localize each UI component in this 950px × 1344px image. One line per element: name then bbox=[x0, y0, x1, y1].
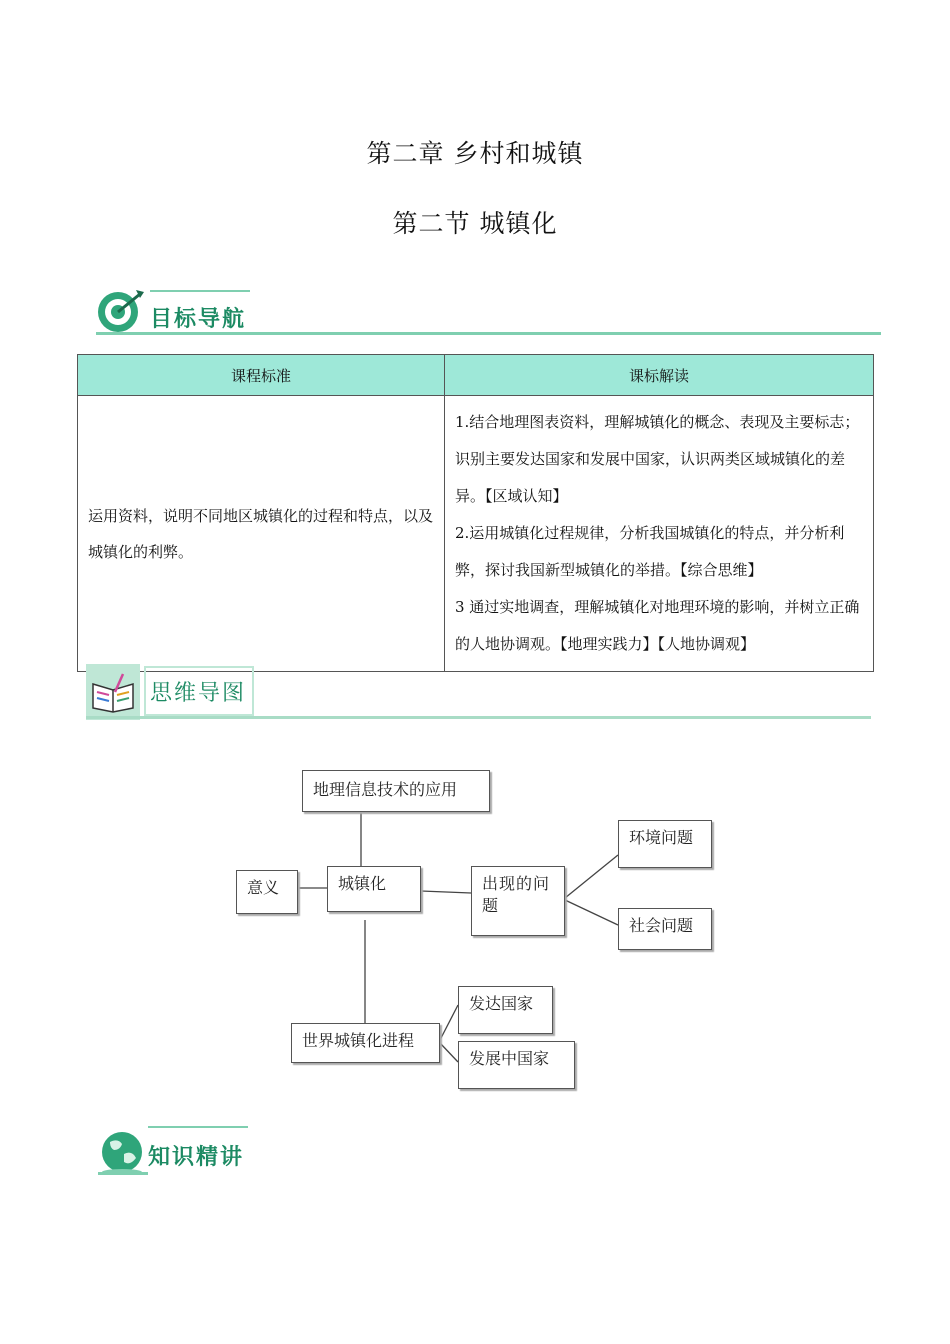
mindmap-node-gis: 地理信息技术的应用 bbox=[302, 770, 490, 812]
standard-cell: 运用资料，说明不同地区城镇化的过程和特点，以及城镇化的利弊。 bbox=[78, 396, 445, 672]
mindmap-node-developing: 发展中国家 bbox=[458, 1041, 575, 1089]
mindmap-banner-label: 思维导图 bbox=[150, 681, 247, 706]
mindmap-node-problems: 出现的问题 bbox=[471, 866, 565, 936]
header-interpretation: 课标解读 bbox=[445, 355, 874, 396]
globe-icon bbox=[98, 1128, 146, 1176]
mindmap-node-environment: 环境问题 bbox=[618, 820, 712, 868]
interpretation-item: 2.运用城镇化过程规律，分析我国城镇化的特点，并分析利弊，探讨我国新型城镇化的举措。【综合思维】 bbox=[455, 524, 845, 579]
chapter-title: 第二章 乡村和城镇 bbox=[366, 139, 584, 168]
goals-banner-label: 目标导航 bbox=[150, 307, 247, 332]
interpretation-item: 1.结合地理图表资料，理解城镇化的概念、表现及主要标志；识别主要发达国家和发展中国家，认识两类区域城镇化的差异。【区域认知】 bbox=[455, 413, 860, 505]
mindmap-node-social: 社会问题 bbox=[618, 908, 712, 950]
knowledge-banner-label: 知识精讲 bbox=[148, 1145, 245, 1170]
mindmap-node-meaning: 意义 bbox=[236, 870, 298, 914]
knowledge-banner-line bbox=[98, 1172, 148, 1175]
mindmap-node-world-process: 世界城镇化进程 bbox=[291, 1023, 440, 1063]
section-title: 第二节 城镇化 bbox=[392, 209, 558, 238]
mindmap-node-urbanization: 城镇化 bbox=[327, 866, 421, 912]
knowledge-banner bbox=[98, 1124, 258, 1180]
interpretation-item: 3 通过实地调查，理解城镇化对地理环境的影响，并树立正确的人地协调观。【地理实践力】【人地协调观】 bbox=[455, 598, 860, 653]
mindmap-node-developed: 发达国家 bbox=[458, 986, 553, 1034]
header-standard: 课程标准 bbox=[78, 355, 445, 396]
